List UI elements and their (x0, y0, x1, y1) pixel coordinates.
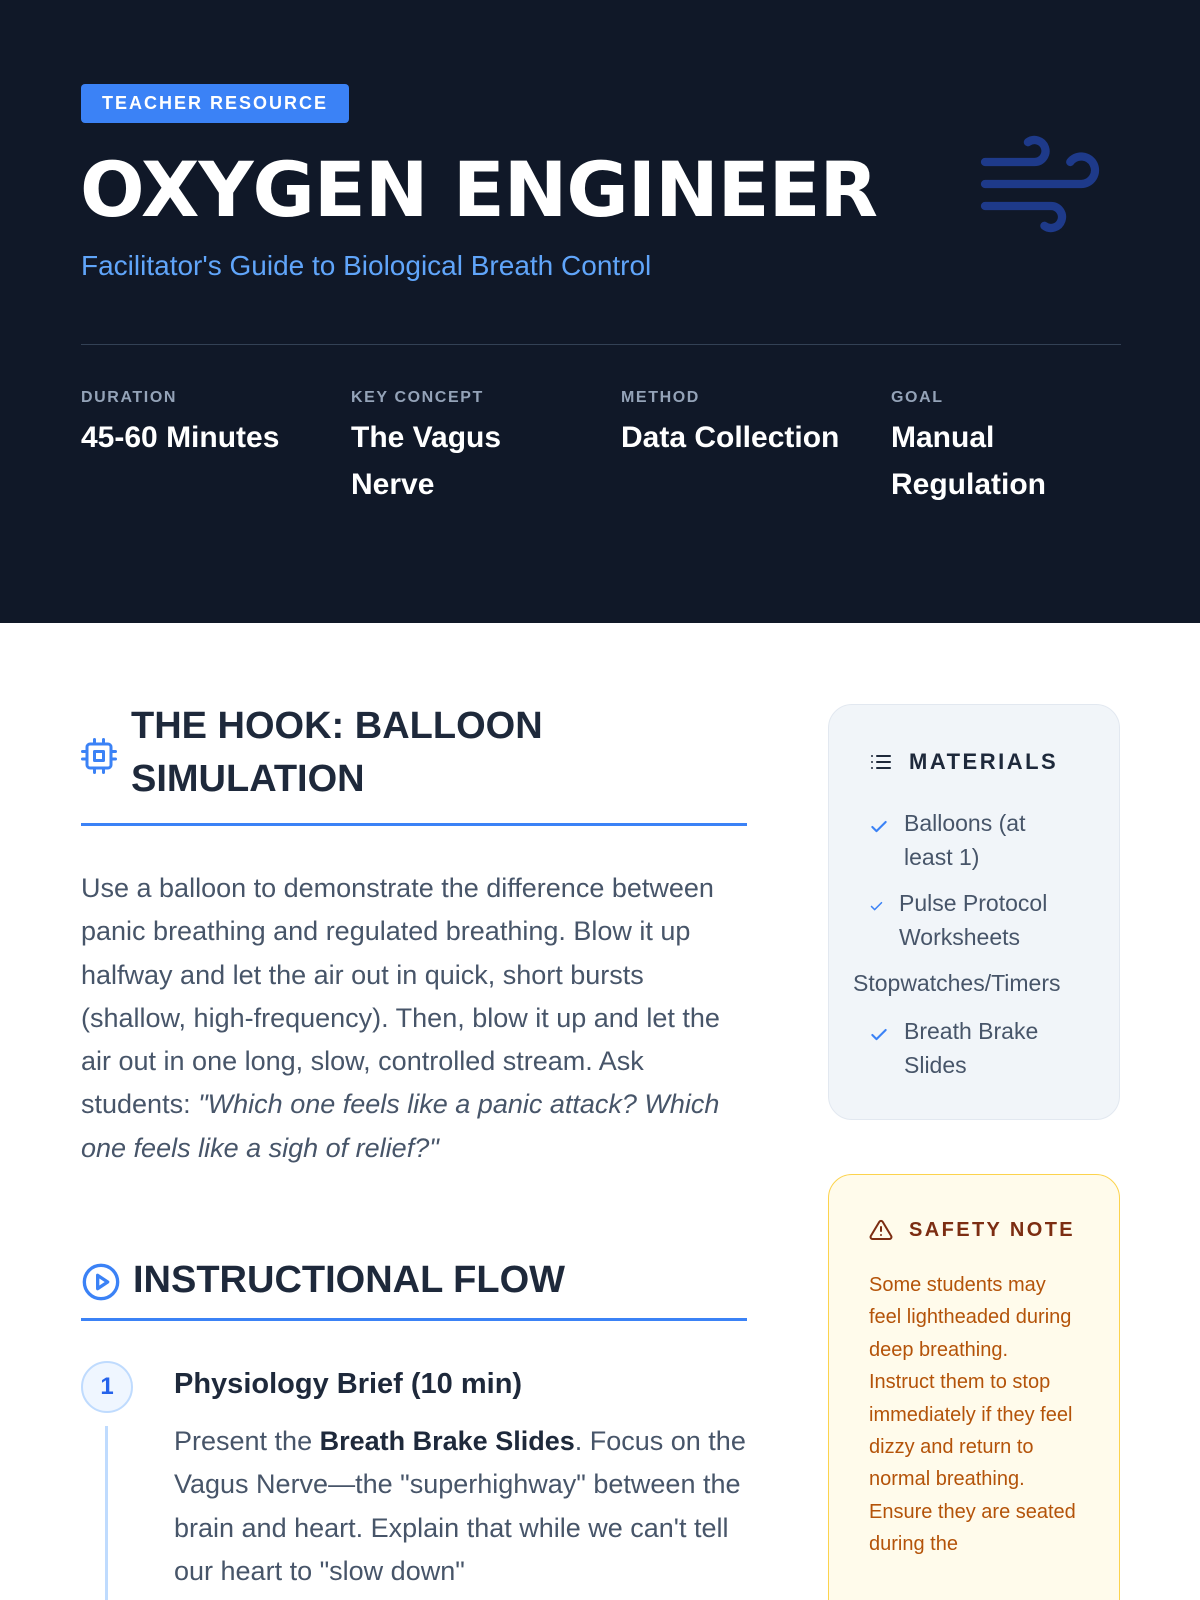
hook-quote: "Which one feels like a panic attack? Which one feels like a sigh of relief?" (81, 1089, 720, 1163)
meta-value: The Vagus Nerve (351, 421, 502, 501)
step-body-bold: Breath Brake Slides (319, 1426, 575, 1456)
meta-goal (891, 388, 1091, 508)
material-label: Pulse Protocol Worksheets (899, 890, 1048, 950)
step-body-rest: . Focus on the Vagus Nerve—the "superhighway" between the brain and heart. Explain that while we can't tell our heart to "slow down" (174, 1426, 746, 1586)
safety-card (828, 1174, 1120, 1600)
materials-card (828, 704, 1120, 1120)
cpu-chip-icon (81, 738, 117, 774)
safety-title: SAFETY NOTE (909, 1219, 1076, 1241)
page-subtitle: Facilitator's Guide to Biological Breath Control (81, 250, 652, 281)
meta-value: Data Collection (621, 421, 840, 454)
check-icon (869, 817, 889, 837)
resource-badge: TEACHER RESOURCE (81, 84, 349, 123)
flow-title: INSTRUCTIONAL FLOW (133, 1259, 566, 1301)
check-icon (869, 1025, 889, 1045)
meta-method (621, 388, 871, 461)
step-title: Physiology Brief (10 min) (174, 1368, 523, 1400)
list-icon (869, 750, 893, 774)
hero-divider (81, 344, 1121, 345)
hook-title: THE HOOK: BALLOON SIMULATION (131, 705, 543, 800)
check-icon (869, 899, 884, 914)
warning-triangle-icon (869, 1218, 893, 1242)
step-number-badge: 1 (81, 1361, 133, 1413)
meta-key-concept (351, 388, 541, 508)
meta-label: GOAL (891, 389, 944, 406)
meta-value: 45-60 Minutes (81, 421, 280, 454)
material-item (853, 967, 1113, 1003)
step-body-prefix: Present the (174, 1426, 313, 1456)
meta-label: METHOD (621, 389, 700, 406)
material-item (869, 807, 1089, 877)
material-label: Breath Brake Slides (904, 1018, 1039, 1078)
meta-label: DURATION (81, 389, 178, 406)
step-body (174, 1420, 754, 1593)
safety-text: Some students may feel lightheaded during deep breathing. Instruct them to stop immediately if they feel dizzy and return to normal breathing. Ensure they are seated during the (869, 1274, 1076, 1556)
play-circle-icon (81, 1262, 121, 1302)
step-timeline-line (105, 1426, 108, 1600)
material-label: Balloons (at least 1) (904, 810, 1026, 870)
wind-icon (962, 118, 1118, 250)
material-label: Stopwatches/Timers (853, 970, 1061, 996)
meta-label: KEY CONCEPT (351, 389, 484, 406)
hero-banner (0, 0, 1200, 623)
meta-value: Manual Regulation (891, 421, 1046, 501)
hook-paragraph (81, 867, 747, 1170)
flow-header (81, 1246, 747, 1321)
hook-text: Use a balloon to demonstrate the difference between panic breathing and regulated breathing. Blow it up halfway and let the air out in quick, short bursts (shallow, high-frequency). Then, blow it up and let the air out in one long, slow, controlled stream. Ask students: (81, 873, 720, 1120)
material-item (869, 1015, 1089, 1085)
material-item (869, 887, 1099, 957)
page-title: OXYGEN ENGINEER (80, 145, 878, 234)
materials-title: MATERIALS (909, 749, 1059, 774)
meta-duration (81, 388, 321, 461)
hook-header (81, 700, 747, 826)
